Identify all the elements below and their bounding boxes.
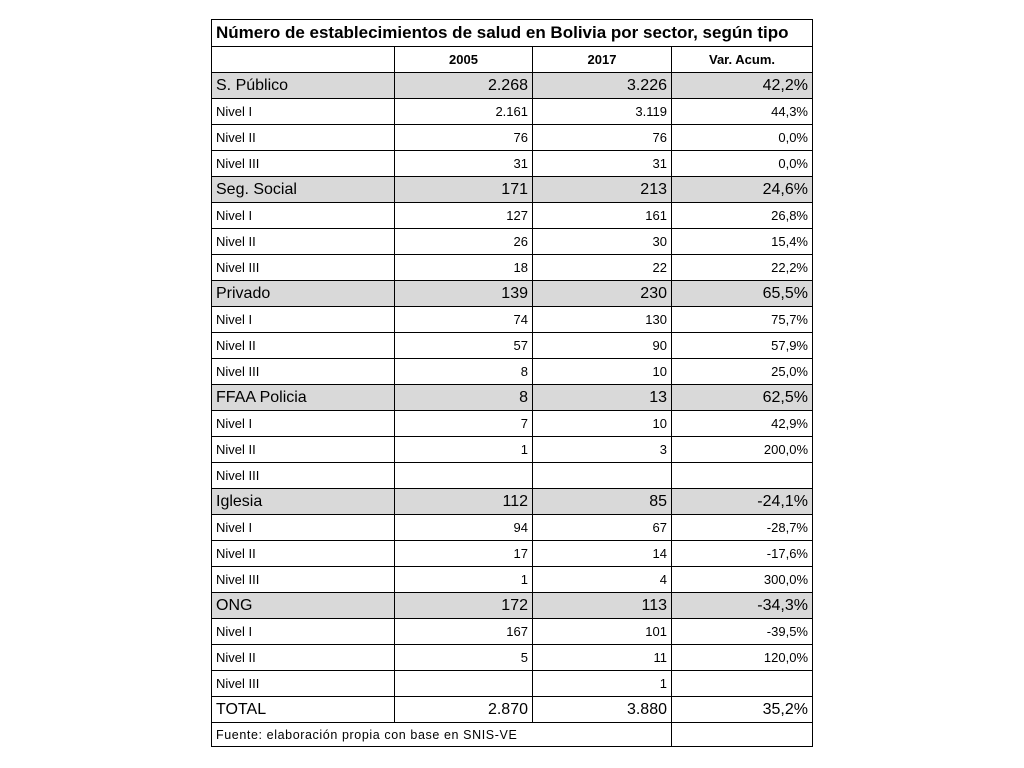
value-2017: 3.880 [533, 697, 672, 723]
value-2005: 26 [395, 229, 533, 255]
value-2017: 101 [533, 619, 672, 645]
value-var-acum [672, 671, 813, 697]
value-2017: 14 [533, 541, 672, 567]
sector-row [212, 73, 813, 99]
value-var-acum: -24,1% [672, 489, 813, 515]
sector-row [212, 489, 813, 515]
value-2017: 90 [533, 333, 672, 359]
row-label: Privado [212, 281, 395, 307]
value-2005: 171 [395, 177, 533, 203]
table-row [212, 671, 813, 697]
row-label: S. Público [212, 73, 395, 99]
table-row [212, 463, 813, 489]
value-2005 [395, 463, 533, 489]
value-var-acum: 200,0% [672, 437, 813, 463]
table-row [212, 619, 813, 645]
value-2017: 130 [533, 307, 672, 333]
value-2017: 30 [533, 229, 672, 255]
value-2005: 8 [395, 359, 533, 385]
sector-row [212, 177, 813, 203]
footer-row [212, 723, 813, 747]
value-var-acum: 22,2% [672, 255, 813, 281]
value-2017: 230 [533, 281, 672, 307]
sector-row [212, 593, 813, 619]
value-2017: 67 [533, 515, 672, 541]
table-row [212, 203, 813, 229]
row-label: TOTAL [212, 697, 395, 723]
value-var-acum: 44,3% [672, 99, 813, 125]
value-2005: 7 [395, 411, 533, 437]
table-row [212, 125, 813, 151]
row-label: Nivel II [212, 125, 395, 151]
value-var-acum: 300,0% [672, 567, 813, 593]
row-label: Nivel III [212, 359, 395, 385]
value-2005: 2.161 [395, 99, 533, 125]
value-2005: 2.870 [395, 697, 533, 723]
value-2005: 57 [395, 333, 533, 359]
value-2017: 213 [533, 177, 672, 203]
table-row [212, 255, 813, 281]
row-label: FFAA Policia [212, 385, 395, 411]
header-2005: 2005 [395, 47, 533, 73]
value-var-acum: 75,7% [672, 307, 813, 333]
table-row [212, 151, 813, 177]
value-2017: 31 [533, 151, 672, 177]
row-label: Nivel III [212, 463, 395, 489]
value-2005 [395, 671, 533, 697]
table-row [212, 541, 813, 567]
value-2005: 8 [395, 385, 533, 411]
value-var-acum: 35,2% [672, 697, 813, 723]
value-2005: 172 [395, 593, 533, 619]
table-row [212, 99, 813, 125]
value-2005: 112 [395, 489, 533, 515]
value-2005: 2.268 [395, 73, 533, 99]
row-label: Nivel II [212, 437, 395, 463]
table-row [212, 307, 813, 333]
row-label: Nivel I [212, 203, 395, 229]
table-row [212, 437, 813, 463]
value-var-acum: 62,5% [672, 385, 813, 411]
value-2017: 13 [533, 385, 672, 411]
table-row [212, 229, 813, 255]
title-row [212, 20, 813, 47]
value-2017: 11 [533, 645, 672, 671]
value-2017: 1 [533, 671, 672, 697]
value-2017: 113 [533, 593, 672, 619]
value-2005: 127 [395, 203, 533, 229]
table-row [212, 645, 813, 671]
header-var-acum: Var. Acum. [672, 47, 813, 73]
value-var-acum: 65,5% [672, 281, 813, 307]
value-var-acum: -34,3% [672, 593, 813, 619]
value-var-acum: 25,0% [672, 359, 813, 385]
value-2017: 4 [533, 567, 672, 593]
health-establishments-table [211, 19, 813, 747]
row-label: Nivel III [212, 151, 395, 177]
value-var-acum [672, 463, 813, 489]
row-label: Nivel III [212, 567, 395, 593]
value-2005: 17 [395, 541, 533, 567]
value-var-acum: 0,0% [672, 125, 813, 151]
value-2005: 74 [395, 307, 533, 333]
header-blank [212, 47, 395, 73]
value-var-acum: 120,0% [672, 645, 813, 671]
table-row [212, 359, 813, 385]
value-2005: 139 [395, 281, 533, 307]
row-label: Nivel I [212, 411, 395, 437]
source-note: Fuente: elaboración propia con base en SNIS-VE [212, 723, 672, 747]
value-2017: 10 [533, 411, 672, 437]
row-label: ONG [212, 593, 395, 619]
sector-row [212, 281, 813, 307]
row-label: Nivel I [212, 515, 395, 541]
value-var-acum: 0,0% [672, 151, 813, 177]
table-title: Número de establecimientos de salud en Bolivia por sector, según tipo [212, 20, 813, 47]
value-var-acum: 26,8% [672, 203, 813, 229]
row-label: Nivel II [212, 541, 395, 567]
row-label: Nivel I [212, 307, 395, 333]
value-2005: 167 [395, 619, 533, 645]
value-var-acum: -28,7% [672, 515, 813, 541]
value-2017: 22 [533, 255, 672, 281]
sector-row [212, 385, 813, 411]
row-label: Nivel I [212, 99, 395, 125]
table-row [212, 567, 813, 593]
footer-blank [672, 723, 813, 747]
row-label: Iglesia [212, 489, 395, 515]
row-label: Nivel I [212, 619, 395, 645]
row-label: Nivel II [212, 333, 395, 359]
table-row [212, 515, 813, 541]
row-label: Nivel II [212, 229, 395, 255]
value-var-acum: 57,9% [672, 333, 813, 359]
value-var-acum: -17,6% [672, 541, 813, 567]
row-label: Nivel III [212, 255, 395, 281]
value-2005: 94 [395, 515, 533, 541]
table-row [212, 411, 813, 437]
row-label: Nivel III [212, 671, 395, 697]
value-var-acum: 42,9% [672, 411, 813, 437]
row-label: Seg. Social [212, 177, 395, 203]
value-2005: 31 [395, 151, 533, 177]
value-var-acum: 42,2% [672, 73, 813, 99]
value-2017: 76 [533, 125, 672, 151]
header-row [212, 47, 813, 73]
total-row [212, 697, 813, 723]
value-2005: 5 [395, 645, 533, 671]
row-label: Nivel II [212, 645, 395, 671]
value-2005: 1 [395, 437, 533, 463]
value-2017 [533, 463, 672, 489]
value-2017: 85 [533, 489, 672, 515]
value-2017: 3.119 [533, 99, 672, 125]
value-2005: 76 [395, 125, 533, 151]
table-row [212, 333, 813, 359]
value-2017: 3 [533, 437, 672, 463]
value-var-acum: -39,5% [672, 619, 813, 645]
value-2005: 1 [395, 567, 533, 593]
value-2017: 10 [533, 359, 672, 385]
value-2005: 18 [395, 255, 533, 281]
value-2017: 3.226 [533, 73, 672, 99]
value-var-acum: 24,6% [672, 177, 813, 203]
header-2017: 2017 [533, 47, 672, 73]
value-2017: 161 [533, 203, 672, 229]
value-var-acum: 15,4% [672, 229, 813, 255]
